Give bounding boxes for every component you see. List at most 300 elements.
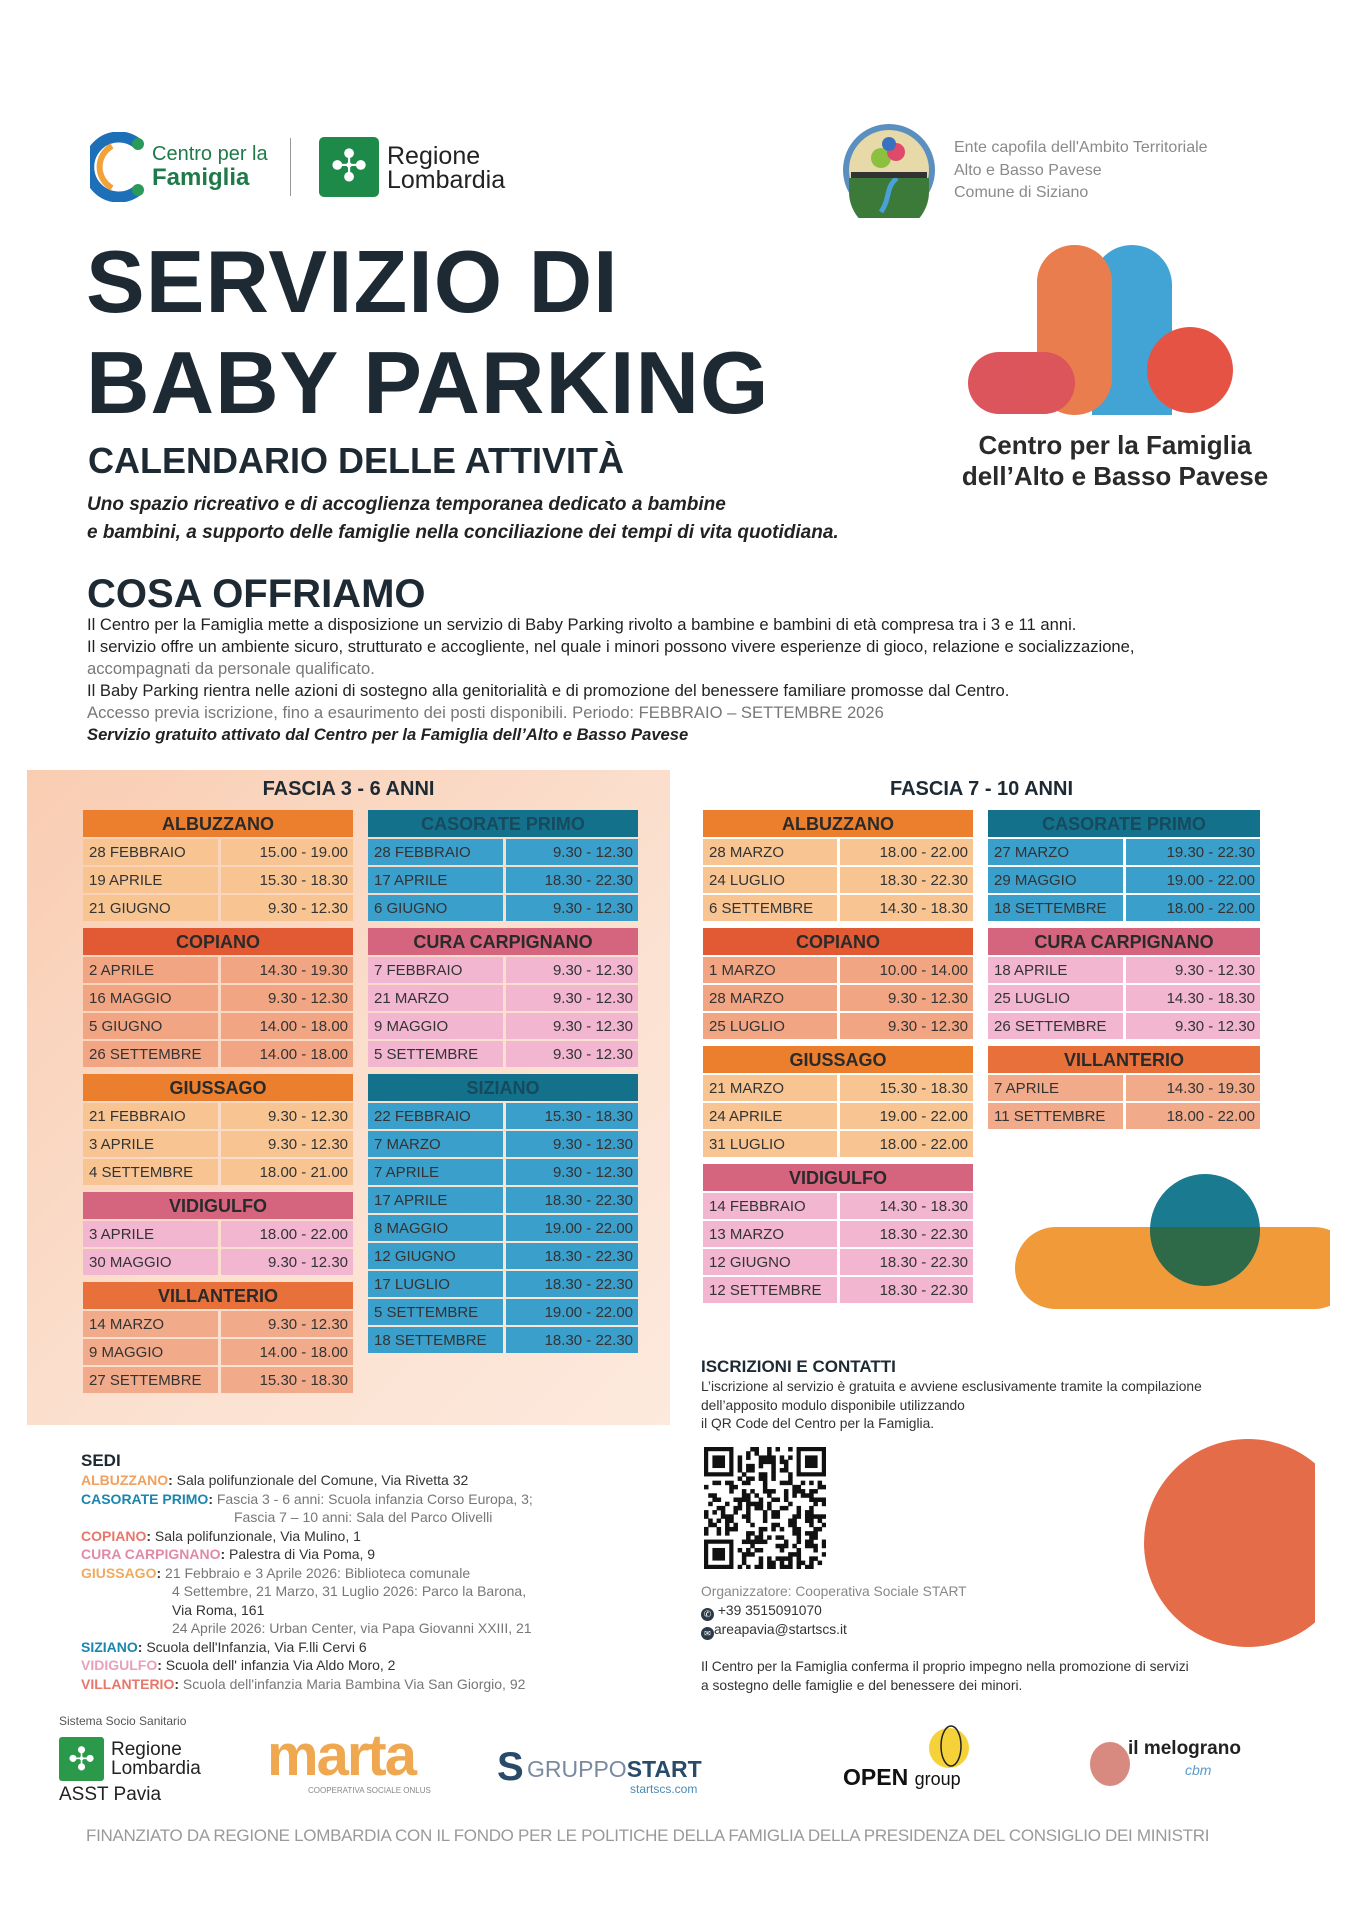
schedule-date: 4 SETTEMBRE <box>83 1159 218 1185</box>
asst-pavia-label: ASST Pavia <box>59 1784 162 1805</box>
offer-line: Il Baby Parking rientra nelle azioni di sostegno alla genitorialità e di promozione del benessere familiare promosse dal Centro. <box>87 681 1010 700</box>
schedule-time: 18.30 - 22.30 <box>840 1277 973 1303</box>
schedule-row <box>703 895 973 921</box>
schedule-date: 12 GIUGNO <box>703 1249 837 1275</box>
schedule-time: 19.00 - 22.00 <box>506 1299 638 1325</box>
schedule-date: 5 SETTEMBRE <box>368 1041 503 1067</box>
schedule-date: 30 MAGGIO <box>83 1249 218 1275</box>
schedule-date: 17 LUGLIO <box>368 1271 503 1297</box>
schedule-date: 1 MARZO <box>703 957 837 983</box>
fascia-3-6-title: FASCIA 3 - 6 ANNI <box>262 778 435 800</box>
marta-subtitle: COOPERATIVA SOCIALE ONLUS <box>308 1786 431 1795</box>
fascia-3-6-column-right <box>368 810 638 1360</box>
schedule-row <box>703 1131 973 1157</box>
schedule-block <box>368 810 638 921</box>
schedule-row <box>703 1193 973 1219</box>
schedule-row <box>83 1131 353 1157</box>
sede-colon: : <box>156 1564 166 1581</box>
contacts-line: L’iscrizione al servizio è gratuita e avviene esclusivamente tramite la compilazione <box>701 1379 1202 1394</box>
sede-entry-continuation <box>234 1509 492 1525</box>
qr-code[interactable] <box>704 1447 826 1569</box>
closing-line: a sostegno delle famiglie e del benessere dei minori. <box>701 1677 1023 1693</box>
schedule-row <box>368 1103 638 1129</box>
contacts-text <box>701 1378 1202 1434</box>
schedule-row <box>83 1159 353 1185</box>
sede-address: Fascia 3 - 6 anni: Scuola infanzia Corso Europa, 3; <box>216 1490 533 1507</box>
schedule-date: 14 MARZO <box>83 1311 218 1337</box>
cbm-logo: cbm <box>1185 1762 1212 1778</box>
schedule-row <box>368 1159 638 1185</box>
schedule-time: 9.30 - 12.30 <box>506 895 638 921</box>
pomegranate-icon <box>1090 1742 1130 1786</box>
ente-capofila-text <box>954 137 1208 205</box>
schedule-time: 18.30 - 22.30 <box>506 1187 638 1213</box>
schedule-time: 14.00 - 18.00 <box>221 1041 353 1067</box>
schedule-row <box>703 1221 973 1247</box>
schedule-time: 14.30 - 19.30 <box>1126 1075 1260 1101</box>
sede-entry-continuation <box>172 1620 532 1636</box>
il-melograno-logo: il melograno <box>1128 1738 1241 1759</box>
centro-famiglia-brand-graphic-icon <box>960 240 1240 420</box>
schedule-date: 24 LUGLIO <box>703 867 837 893</box>
schedule-row <box>368 1327 638 1353</box>
schedule-date: 25 LUGLIO <box>988 985 1123 1011</box>
schedule-block <box>83 1074 353 1185</box>
schedule-time: 19.00 - 22.00 <box>840 1103 973 1129</box>
schedule-date: 19 APRILE <box>83 867 218 893</box>
sede-address: Palestra di Via Poma, 9 <box>229 1546 376 1562</box>
schedule-row <box>83 1339 353 1365</box>
schedule-time: 18.30 - 22.30 <box>506 1327 638 1353</box>
schedule-block <box>83 810 353 921</box>
schedule-time: 14.30 - 18.30 <box>1126 985 1260 1011</box>
schedule-time: 18.00 - 22.00 <box>840 839 973 865</box>
offer-line: Accesso previa iscrizione, fino a esaurimento dei posti disponibili. Periodo: FEBBRAIO – SETTEMBRE 2026 <box>87 703 884 722</box>
schedule-time: 14.00 - 18.00 <box>221 1013 353 1039</box>
schedule-block <box>703 1046 973 1157</box>
schedule-block <box>703 1164 973 1303</box>
sede-place: GIUSSAGO <box>81 1564 157 1581</box>
schedule-date: 5 SETTEMBRE <box>368 1299 503 1325</box>
schedule-time: 15.30 - 18.30 <box>506 1103 638 1129</box>
schedule-date: 7 APRILE <box>988 1075 1123 1101</box>
schedule-time: 14.00 - 18.00 <box>221 1339 353 1365</box>
schedule-row <box>368 957 638 983</box>
email-icon: ✉ <box>701 1627 714 1640</box>
schedule-row <box>988 895 1260 921</box>
sede-entry <box>81 1676 525 1692</box>
offer-heading: COSA OFFRIAMO <box>87 572 426 616</box>
schedule-time: 18.30 - 22.30 <box>506 1271 638 1297</box>
fascia-3-6-column-left <box>83 810 353 1400</box>
sede-entry-continuation <box>172 1602 264 1618</box>
phone-icon: ✆ <box>701 1608 714 1621</box>
schedule-date: 27 MARZO <box>988 839 1123 865</box>
fascia-7-10-column-right <box>988 810 1260 1136</box>
logo-line: Lombardia <box>387 166 506 194</box>
logo-line: Lombardia <box>111 1758 201 1779</box>
funding-footer: FINANZIATO DA REGIONE LOMBARDIA CON IL FONDO PER LE POLITICHE DELLA FAMIGLIA DELLA PRESIDENZA DEL CONSIGLIO DEI MINISTRI <box>86 1826 1210 1845</box>
sede-entry-continuation <box>172 1583 526 1599</box>
schedule-row <box>988 867 1260 893</box>
schedule-time: 9.30 - 12.30 <box>506 957 638 983</box>
organizer-text: Organizzatore: Cooperativa Sociale START <box>701 1584 967 1599</box>
schedule-row <box>83 867 353 893</box>
sede-entry <box>81 1565 470 1581</box>
schedule-row <box>988 1075 1260 1101</box>
sede-place: SIZIANO <box>81 1638 138 1655</box>
schedule-row <box>83 1041 353 1067</box>
page-title-line2: BABY PARKING <box>86 333 770 432</box>
schedule-time: 9.30 - 12.30 <box>506 1131 638 1157</box>
schedule-row <box>83 1103 353 1129</box>
schedule-date: 9 MAGGIO <box>368 1013 503 1039</box>
schedule-date: 5 GIUGNO <box>83 1013 218 1039</box>
sede-address: Fascia 7 – 10 anni: Sala del Parco Olivelli <box>234 1509 493 1525</box>
schedule-date: 7 MARZO <box>368 1131 503 1157</box>
schedule-time: 18.30 - 22.30 <box>840 867 973 893</box>
schedule-row <box>988 839 1260 865</box>
sede-colon: : <box>157 1657 166 1673</box>
logo-word: GRUPPO <box>527 1756 627 1782</box>
sede-address: 21 Febbraio e 3 Aprile 2026: Biblioteca comunale <box>165 1564 471 1581</box>
schedule-date: 2 APRILE <box>83 957 218 983</box>
schedule-block-header: ALBUZZANO <box>83 810 353 837</box>
schedule-block <box>368 928 638 1067</box>
schedule-row <box>83 839 353 865</box>
sede-place: VIDIGULFO <box>81 1657 158 1673</box>
schedule-date: 26 SETTEMBRE <box>988 1013 1123 1039</box>
page-subtitle: CALENDARIO DELLE ATTIVITÀ <box>88 440 624 481</box>
schedule-block-header: CASORATE PRIMO <box>988 810 1260 837</box>
sede-colon: : <box>137 1638 147 1655</box>
logo-word: OPEN <box>843 1764 909 1790</box>
start-url: startscs.com <box>630 1782 698 1796</box>
sede-entry <box>81 1491 533 1507</box>
schedule-row <box>703 867 973 893</box>
sede-address: 24 Aprile 2026: Urban Center, via Papa Giovanni XXIII, 21 <box>172 1620 532 1636</box>
schedule-date: 21 GIUGNO <box>83 895 218 921</box>
contacts-heading: ISCRIZIONI E CONTATTI <box>701 1357 896 1376</box>
schedule-row <box>368 867 638 893</box>
schedule-date: 7 FEBBRAIO <box>368 957 503 983</box>
schedule-row <box>988 957 1260 983</box>
schedule-row <box>83 957 353 983</box>
sede-entry <box>81 1657 395 1673</box>
schedule-time: 18.30 - 22.30 <box>506 867 638 893</box>
schedule-date: 11 SETTEMBRE <box>988 1103 1123 1129</box>
schedule-block-header: SIZIANO <box>368 1074 638 1101</box>
sede-address: Sala polifunzionale del Comune, Via Rivetta 32 <box>176 1472 469 1488</box>
schedule-time: 9.30 - 12.30 <box>506 1041 638 1067</box>
sede-address: 4 Settembre, 21 Marzo, 31 Luglio 2026: Parco la Barona, <box>172 1583 527 1599</box>
schedule-time: 14.30 - 19.30 <box>221 957 353 983</box>
sede-entry <box>81 1472 468 1488</box>
sede-place: CURA CARPIGNANO <box>81 1546 221 1562</box>
schedule-time: 18.00 - 22.00 <box>221 1221 353 1247</box>
schedule-block-header: CURA CARPIGNANO <box>368 928 638 955</box>
schedule-time: 9.30 - 12.30 <box>221 985 353 1011</box>
schedule-row <box>368 1299 638 1325</box>
schedule-time: 9.30 - 12.30 <box>1126 1013 1260 1039</box>
closing-line: Il Centro per la Famiglia conferma il proprio impegno nella promozione di servizi <box>701 1659 1189 1674</box>
schedule-date: 18 APRILE <box>988 957 1123 983</box>
sede-address: Sala polifunzionale, Via Mulino, 1 <box>154 1527 361 1544</box>
sede-address: Scuola dell'Infanzia, Via F.lli Cervi 6 <box>146 1638 367 1655</box>
schedule-date: 14 FEBBRAIO <box>703 1193 837 1219</box>
schedule-date: 28 MARZO <box>703 985 837 1011</box>
schedule-date: 29 MAGGIO <box>988 867 1123 893</box>
regione-lombardia-logo-text <box>387 144 505 192</box>
schedule-block <box>988 1046 1260 1129</box>
divider <box>290 138 291 196</box>
schedule-date: 28 FEBBRAIO <box>368 839 503 865</box>
sede-colon: : <box>174 1675 183 1692</box>
schedule-block-header: VIDIGULFO <box>83 1192 353 1219</box>
schedule-date: 12 SETTEMBRE <box>703 1277 837 1303</box>
schedule-date: 17 APRILE <box>368 1187 503 1213</box>
schedule-date: 28 FEBBRAIO <box>83 839 218 865</box>
brand-line: Centro per la Famiglia <box>978 430 1252 460</box>
schedule-block <box>703 810 973 921</box>
schedule-block-header: COPIANO <box>83 928 353 955</box>
sede-entry <box>81 1528 361 1544</box>
schedule-row <box>368 895 638 921</box>
schedule-row <box>703 1277 973 1303</box>
schedule-block-header: CURA CARPIGNANO <box>988 928 1260 955</box>
schedule-date: 13 MARZO <box>703 1221 837 1247</box>
schedule-time: 9.30 - 12.30 <box>221 1311 353 1337</box>
schedule-block <box>368 1074 638 1353</box>
sede-colon: : <box>146 1527 155 1544</box>
brand-line: dell’Alto e Basso Pavese <box>961 461 1269 491</box>
schedule-date: 21 MARZO <box>368 985 503 1011</box>
schedule-date: 3 APRILE <box>83 1221 218 1247</box>
offer-line: Il servizio offre un ambiente sicuro, strutturato e accogliente, nel quale i minori possono vivere esperienze di gioco, relazione e socializzazione, <box>87 637 1135 656</box>
schedule-row <box>368 839 638 865</box>
decorative-circle-icon <box>1140 1438 1315 1648</box>
schedule-row <box>703 985 973 1011</box>
schedule-date: 31 LUGLIO <box>703 1131 837 1157</box>
schedule-time: 19.00 - 22.00 <box>1126 867 1260 893</box>
schedule-row <box>83 985 353 1011</box>
schedule-row <box>703 1103 973 1129</box>
schedule-time: 19.00 - 22.00 <box>506 1215 638 1241</box>
sede-address: Via Roma, 161 <box>172 1601 265 1618</box>
fascia-7-10-column-left <box>703 810 973 1310</box>
schedule-time: 14.30 - 18.30 <box>840 895 973 921</box>
schedule-time: 9.30 - 12.30 <box>1126 957 1260 983</box>
contacts-line: dell’apposito modulo disponibile utilizzando <box>701 1397 965 1413</box>
intro-line: Uno spazio ricreativo e di accoglienza temporanea dedicato a bambine <box>87 494 726 515</box>
gruppo-start-logo <box>527 1756 702 1783</box>
schedule-row <box>368 1131 638 1157</box>
offer-text <box>87 614 1135 746</box>
schedule-row <box>83 895 353 921</box>
schedule-date: 17 APRILE <box>368 867 503 893</box>
ente-line: Comune di Siziano <box>954 184 1089 201</box>
logo-line: Regione <box>387 142 481 170</box>
schedule-block-header: GIUSSAGO <box>83 1074 353 1101</box>
schedule-row <box>83 1013 353 1039</box>
schedule-date: 8 MAGGIO <box>368 1215 503 1241</box>
sede-entry <box>81 1639 367 1655</box>
schedule-block-header: COPIANO <box>703 928 973 955</box>
schedule-date: 22 FEBBRAIO <box>368 1103 503 1129</box>
schedule-date: 24 APRILE <box>703 1103 837 1129</box>
schedule-row <box>988 1013 1260 1039</box>
sede-entry <box>81 1546 375 1562</box>
sede-colon: : <box>220 1546 230 1562</box>
offer-line: accompagnati da personale qualificato. <box>87 659 375 678</box>
schedule-time: 9.30 - 12.30 <box>506 1159 638 1185</box>
decorative-shapes-icon <box>1010 1170 1330 1315</box>
sede-address: Scuola dell'infanzia Maria Bambina Via San Giorgio, 92 <box>182 1675 526 1692</box>
schedule-date: 27 SETTEMBRE <box>83 1367 218 1393</box>
contacts-line: il QR Code del Centro per la Famiglia. <box>701 1416 935 1431</box>
schedule-row <box>703 957 973 983</box>
ente-line: Alto e Basso Pavese <box>954 161 1102 179</box>
schedule-time: 19.30 - 22.30 <box>1126 839 1260 865</box>
ente-line: Ente capofila dell'Ambito Territoriale <box>954 139 1208 156</box>
sede-place: CASORATE PRIMO <box>81 1490 209 1507</box>
schedule-time: 14.30 - 18.30 <box>840 1193 973 1219</box>
schedule-date: 26 SETTEMBRE <box>83 1041 218 1067</box>
logo-word: START <box>626 1756 702 1782</box>
sede-colon: : <box>168 1472 177 1488</box>
schedule-row <box>83 1367 353 1393</box>
schedule-row <box>83 1221 353 1247</box>
schedule-time: 15.30 - 18.30 <box>840 1075 973 1101</box>
schedule-date: 3 APRILE <box>83 1131 218 1157</box>
logo-line: Famiglia <box>152 164 250 191</box>
schedule-row <box>703 1075 973 1101</box>
schedule-block <box>988 810 1260 921</box>
schedule-block-header: CASORATE PRIMO <box>368 810 638 837</box>
offer-line-highlight: Servizio gratuito attivato dal Centro per la Famiglia dell’Alto e Basso Pavese <box>87 725 689 744</box>
marta-logo: marta <box>267 1723 415 1788</box>
schedule-row <box>703 1249 973 1275</box>
schedule-row <box>988 1103 1260 1129</box>
schedule-row <box>368 1243 638 1269</box>
schedule-row <box>368 1187 638 1213</box>
schedule-time: 18.00 - 22.00 <box>840 1131 973 1157</box>
schedule-row <box>83 1249 353 1275</box>
sede-place: COPIANO <box>81 1527 147 1544</box>
schedule-row <box>368 1041 638 1067</box>
sedi-heading: SEDI <box>81 1451 121 1470</box>
schedule-row <box>703 839 973 865</box>
email-contact[interactable] <box>701 1621 847 1640</box>
closing-text <box>701 1658 1189 1695</box>
schedule-row <box>368 1215 638 1241</box>
schedule-time: 9.30 - 12.30 <box>221 1103 353 1129</box>
schedule-date: 21 MARZO <box>703 1075 837 1101</box>
schedule-date: 16 MAGGIO <box>83 985 218 1011</box>
schedule-date: 6 SETTEMBRE <box>703 895 837 921</box>
schedule-time: 9.30 - 12.30 <box>221 895 353 921</box>
schedule-time: 9.30 - 12.30 <box>221 1249 353 1275</box>
schedule-date: 25 LUGLIO <box>703 1013 837 1039</box>
regione-lombardia-footer-logo-icon: ✣ <box>59 1737 104 1781</box>
schedule-date: 18 SETTEMBRE <box>988 895 1123 921</box>
phone-number[interactable]: +39 3515091070 <box>717 1603 822 1618</box>
email-address[interactable]: areapavia@startscs.it <box>714 1622 847 1637</box>
schedule-row <box>368 1013 638 1039</box>
schedule-block <box>988 928 1260 1039</box>
sede-colon: : <box>208 1490 217 1507</box>
schedule-date: 18 SETTEMBRE <box>368 1327 503 1353</box>
offer-line: Il Centro per la Famiglia mette a disposizione un servizio di Baby Parking rivolto a bambine e bambini di età compresa tra i 3 e 11 anni. <box>87 615 1077 634</box>
schedule-time: 18.00 - 21.00 <box>221 1159 353 1185</box>
schedule-date: 28 MARZO <box>703 839 837 865</box>
schedule-date: 6 GIUGNO <box>368 895 503 921</box>
ambito-territoriale-emblem-icon <box>841 122 937 218</box>
page-title-line1: SERVIZIO DI <box>86 232 619 331</box>
intro-line: e bambini, a supporto delle famiglie nella conciliazione dei tempi di vita quotidiana. <box>87 522 839 543</box>
schedule-time: 15.30 - 18.30 <box>221 1367 353 1393</box>
sede-place: VILLANTERIO <box>81 1675 175 1692</box>
sistema-socio-sanitario-label: Sistema Socio Sanitario <box>59 1714 187 1728</box>
schedule-time: 9.30 - 12.30 <box>506 1013 638 1039</box>
schedule-date: 12 GIUGNO <box>368 1243 503 1269</box>
schedule-time: 18.30 - 22.30 <box>840 1221 973 1247</box>
page-margin <box>1315 1430 1358 1660</box>
schedule-block-header: GIUSSAGO <box>703 1046 973 1073</box>
logo-word: group <box>914 1769 961 1789</box>
schedule-row <box>368 985 638 1011</box>
schedule-time: 15.00 - 19.00 <box>221 839 353 865</box>
logo-line: Regione <box>111 1739 182 1760</box>
schedule-time: 10.00 - 14.00 <box>840 957 973 983</box>
schedule-time: 18.30 - 22.30 <box>506 1243 638 1269</box>
schedule-time: 9.30 - 12.30 <box>221 1131 353 1157</box>
schedule-block <box>83 1192 353 1275</box>
schedule-row <box>988 985 1260 1011</box>
regione-footer-text <box>111 1740 201 1778</box>
schedule-block-header: ALBUZZANO <box>703 810 973 837</box>
open-group-logo <box>843 1764 961 1791</box>
schedule-row <box>368 1271 638 1297</box>
schedule-block <box>83 928 353 1067</box>
centro-famiglia-logo-text <box>152 142 268 191</box>
schedule-block-header: VILLANTERIO <box>83 1282 353 1309</box>
sede-address: Scuola dell' infanzia Via Aldo Moro, 2 <box>165 1657 396 1673</box>
schedule-block-header: VIDIGULFO <box>703 1164 973 1191</box>
schedule-time: 9.30 - 12.30 <box>506 985 638 1011</box>
schedule-date: 21 FEBBRAIO <box>83 1103 218 1129</box>
fascia-7-10-title: FASCIA 7 - 10 ANNI <box>890 778 1073 800</box>
brand-name <box>950 430 1280 492</box>
gruppo-start-logo-icon: S <box>497 1745 524 1789</box>
schedule-time: 18.30 - 22.30 <box>840 1249 973 1275</box>
schedule-row <box>703 1013 973 1039</box>
schedule-date: 7 APRILE <box>368 1159 503 1185</box>
centro-famiglia-logo-icon <box>90 132 146 202</box>
schedule-block <box>83 1282 353 1393</box>
regione-lombardia-logo-icon: ✣ <box>319 137 379 197</box>
schedule-time: 9.30 - 12.30 <box>506 839 638 865</box>
schedule-time: 18.00 - 22.00 <box>1126 1103 1260 1129</box>
schedule-date: 9 MAGGIO <box>83 1339 218 1365</box>
schedule-time: 9.30 - 12.30 <box>840 985 973 1011</box>
schedule-time: 9.30 - 12.30 <box>840 1013 973 1039</box>
schedule-row <box>83 1311 353 1337</box>
phone-contact[interactable] <box>701 1602 822 1621</box>
schedule-time: 18.00 - 22.00 <box>1126 895 1260 921</box>
schedule-time: 15.30 - 18.30 <box>221 867 353 893</box>
logo-line: Centro per la <box>152 143 268 165</box>
